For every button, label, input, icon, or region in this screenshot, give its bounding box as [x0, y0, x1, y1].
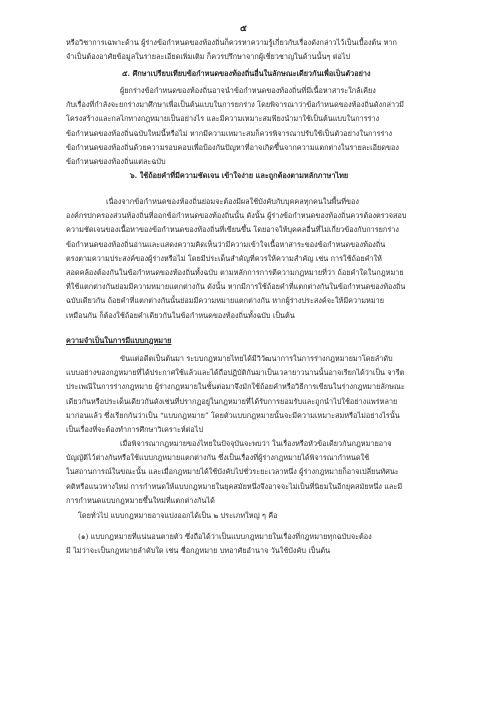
page-number: ๕	[240, 24, 247, 34]
paragraph-line: เดียวกันหรือประเด็นเดียวกันดังเช่นที่ปรากฏอยู่ในกฎหมายที่ได้รับการยอมรับและถูกนำไปใช้อย่างแพร่หลาย	[66, 396, 398, 406]
paragraph-line: เหมือนกัน ก็ต้องใช้ถ้อยคำเดียวกันในข้อกำหนดของท้องถิ่นทั้งฉบับ เป็นต้น	[66, 310, 295, 320]
paragraph-line: การกำหนดแบบกฎหมายขึ้นใหม่ที่แตกต่างกันได้	[66, 495, 215, 505]
paragraph-line: เป็นเรื่องที่จะต้องทำการศึกษาวิเคราะห์ต่อไป	[66, 424, 204, 434]
paragraph-line: ฉบับเดียวกัน ถ้อยคำที่แตกต่างกันนั้นย่อมมีความหมายแตกต่างกัน หากผู้ร่างประสงค์จะให้มีความหมาย	[66, 296, 385, 306]
paragraph-line: สอดคล้องต้องกันในข้อกำหนดของท้องถิ่นทั้งฉบับ ตามหลักการการตีความกฎหมายที่ว่า ถ้อยคำใดในกฎหมาย	[66, 267, 404, 277]
paragraph-line: โครงสร้างและกลไกทางกฎหมายเป็นอย่างไร และมีความเหมาะสมพียงนำมาใช้เป็นต้นแบบในการร่าง	[66, 114, 380, 124]
paragraph-line: มาก่อนแล้ว ซึ่งเรียกกันว่าเป็น “แบบกฎหมาย” โดยตัวแบบกฎหมายนั้นจะมีความเหมาะสมหรือไม่อย่างไรนั้น	[66, 410, 400, 420]
paragraph-intro	[66, 36, 436, 64]
paragraph-line: ข้อกำหนดของท้องถิ่นด้วยความรอบคอบเพื่อป้องกันปัญหาที่อาจเกิดขึ้นจากความแตกต่างในรายละเอียดของ	[66, 142, 399, 152]
heading-legal-model	[66, 334, 436, 348]
paragraph-line: ข้อกำหนดของท้องถิ่นแต่ละฉบับ	[66, 156, 166, 166]
paragraph-line: องค์กรปกครองส่วนท้องถิ่นที่ออกข้อกำหนดของท้องถิ่นนั้น ดังนั้น ผู้ร่างข้อกำหนดของท้องถิ่นควรต้องตรวจสอบ	[66, 211, 407, 221]
paragraph-line: ข้อกำหนดของท้องถิ่นฉบับใหม่นี้หรือไม่ หากมีความเหมาะสมก็ควรพิจารณาปรับใช้เป็นตัวอย่างในการร่าง	[66, 128, 393, 138]
paragraph-model-types	[66, 509, 436, 523]
paragraph-line: หรือวิชาการเฉพาะด้าน ผู้ร่างข้อกำหนดของท้องถิ่นก็ควรหาความรู้เกี่ยวกับเรื่องดังกล่าวไว้เป็นเบื้องต้น หาก	[66, 38, 397, 47]
paragraph-line: ประเพณีในการร่างกฎหมาย ผู้ร่างกฎหมายในชั้นต่อมาจึงมักใช้ถ้อยคำหรือวิธีการเขียนในร่างกฎหมายลักษณะ	[66, 382, 405, 392]
paragraph-line: มี ไม่ว่าจะเป็นกฎหมายลำดับใด เช่น ชื่อกฎหมาย บทอาศัยอำนาจ วันใช้บังคับ เป็นต้น	[66, 546, 331, 556]
paragraph-line: ความชัดเจนของเนื้อหาของข้อกำหนดของท้องถิ่นที่เขียนขึ้น โดยอาจให้บุคคลอื่นที่ไม่เกี่ยวข้องกับการยกร่าง	[66, 225, 399, 235]
paragraph-compare	[66, 84, 436, 169]
paragraph-line: เนื่องจากข้อกำหนดของท้องถิ่นย่อมจะต้องมีผลใช้บังคับกับบุคคลทุกคนในพื้นที่ของ	[106, 197, 359, 206]
paragraph-model-history	[66, 352, 436, 437]
paragraph-line: ข้อกำหนดของท้องถิ่นอ่านและแสดงความคิดเห็นว่ามีความเข้าใจเนื้อหาสาระของข้อกำหนดของท้องถิ่น	[66, 239, 386, 249]
heading-text: ความจำเป็นในการมีแบบกฎหมาย	[66, 336, 172, 345]
section-heading-6	[66, 169, 436, 183]
heading-text: ๕. ศึกษาเปรียบเทียบข้อกำหนดของท้องถิ่นอื่นในลักษณะเดียวกันเพื่อเป็นตัวอย่าง	[122, 69, 371, 78]
paragraph-line: ผู้ยกร่างข้อกำหนดของท้องถิ่นอาจนำข้อกำหนดของท้องถิ่นที่มีเนื้อหาสาระใกล้เคียง	[120, 86, 376, 95]
paragraph-line: บัญญัติไว้ต่างกันหรือใช้แบบกฎหมายแตกต่างกัน ซึ่งเป็นเรื่องที่ผู้ร่างกฎหมายได้พิจารณากำหนดใช้	[66, 453, 370, 463]
paragraph-line: คติหรือแนวทางใหม่ การกำหนดให้แบบกฎหมายในยุคสมัยหนึ่งจึงอาจจะไม่เป็นที่นิยมในอีกยุคสมัยหนึ่ง และมี	[66, 481, 403, 491]
paragraph-type-1	[66, 530, 436, 558]
paragraph-line: (๑) แบบกฎหมายที่แน่นอนตายตัว ซึ่งถือได้ว่าเป็นแบบกฎหมายในเรื่องที่กฎหมายทุกฉบับจะต้อง	[78, 532, 372, 541]
paragraph-line: โดยทั่วไป แบบกฎหมายอาจแบ่งออกได้เป็น ๒ ประเภทใหญ่ ๆ คือ	[78, 511, 278, 520]
paragraph-model-current	[66, 437, 436, 508]
paragraph-line: ตรงตามความประสงค์ของผู้ร่างหรือไม่ โดยมีประเด็นสำคัญที่ควรให้ความสำคัญ เช่น การใช้ถ้อยคำให้	[66, 253, 382, 263]
paragraph-line: ที่ใช้แตกต่างกันย่อมมีความหมายแตกต่างกัน ดังนั้น หากมีการใช้ถ้อยคำที่แตกต่างกันในข้อกำหนดของท้องถิ่น	[66, 282, 406, 292]
paragraph-line: แบบอย่างของกฎหมายที่ได้ประกาศใช้แล้วและได้ถือปฏิบัติกันมาเป็นเวลายาวนานนั้นอาจเรียกได้ว่าเป็น จารีต	[66, 368, 405, 378]
heading-text: ๖. ใช้ถ้อยคำที่มีความชัดเจน เข้าใจง่าย และถูกต้องตามหลักภาษาไทย	[130, 171, 349, 180]
paragraph-line: กับเรื่องที่กำลังจะยกร่างมาศึกษาเพื่อเป็นต้นแบบในการยกร่าง โดยพิจารณาว่าข้อกำหนดของท้องถิ่นดังกล่าวมี	[66, 100, 404, 110]
paragraph-line: ขันแต่อดีตเป็นต้นมา ระบบกฎหมายไทยได้มีวิวัฒนาการในการร่างกฎหมายมาโดยลำดับ	[120, 354, 393, 363]
paragraph-clarity	[66, 195, 436, 323]
paragraph-line: จำเป็นต้องอาศัยข้อมูลในรายละเอียดเพิ่มเติม ก็ควรปรึกษาจากผู้เชี่ยวชาญในด้านนั้นๆ ต่อไป	[66, 52, 351, 62]
paragraph-line: ในสถานการณ์ในขณะนั้น และเมื่อกฎหมายได้ใช้บังคับไปชั่วระยะเวลาหนึ่ง ผู้ร่างกฎหมายก็อาจเปลี่ยนทัศนะ	[66, 467, 399, 477]
section-heading-5	[66, 67, 436, 81]
paragraph-line: เมื่อพิจารณากฎหมายของไทยในปัจจุบันจะพบว่า ในเรื่องหรือหัวข้อเดียวกันกฎหมายอาจ	[120, 439, 392, 448]
